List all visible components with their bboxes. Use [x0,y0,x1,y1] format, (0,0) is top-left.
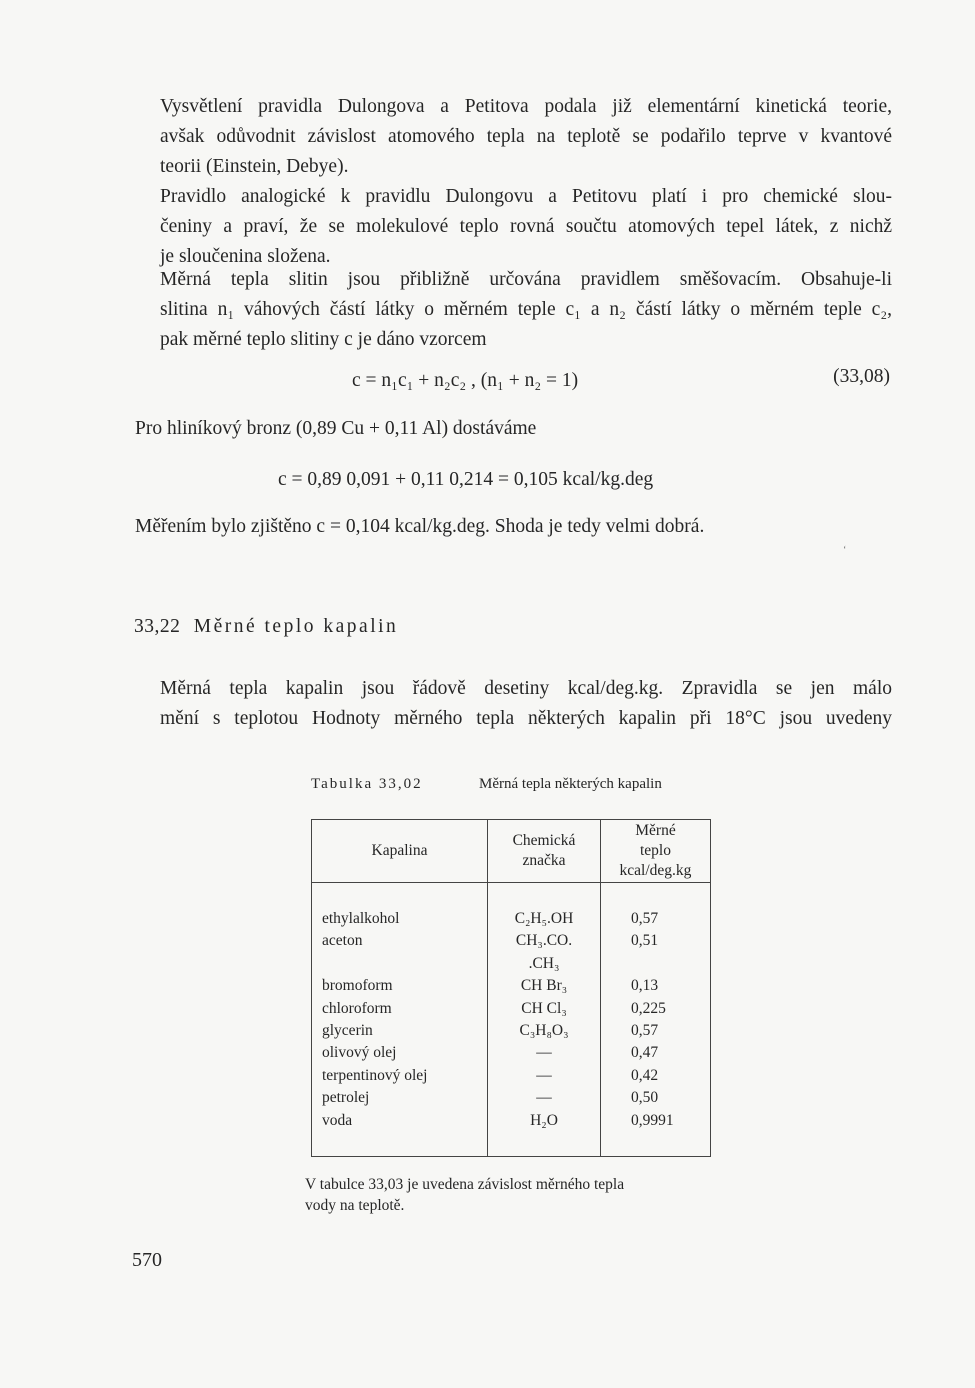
cell-liquid: petrolej [312,1087,488,1109]
cell-value: 0,9991 [601,1110,711,1157]
cell-liquid: olivový olej [312,1042,488,1064]
table-footnote [305,1174,725,1216]
cell-value: 0,42 [601,1065,711,1087]
cell-liquid [312,953,488,975]
cell-liquid: ethylalkohol [312,883,488,931]
paragraph-6 [160,674,892,734]
table-row [312,1042,711,1064]
paragraph-5: Měřením bylo zjištěno c = 0,104 kcal/kg.deg. Shoda je tedy velmi dobrá. [135,516,705,537]
paragraph-1 [160,92,892,182]
cell-value: 0,47 [601,1042,711,1064]
cell-value: 0,57 [601,883,711,931]
text-line: Pravidlo analogické k pravidlu Dulongovu a Petitovu platí i pro chemické slou- [160,186,892,207]
cell-formula: C₃H₈O₃ [488,1020,601,1042]
table-row [312,1110,711,1157]
cell-formula: — [488,1065,601,1087]
footnote-line: vody na teplotě. [305,1197,405,1214]
cell-formula: .CH₃ [488,953,601,975]
table-row [312,998,711,1020]
cell-value: 0,13 [601,975,711,997]
equation-33-08: c = n₁c₁ + n₂c₂ , (n₁ + n₂ = 1) [352,370,579,391]
table-row [312,975,711,997]
cell-value: 0,57 [601,1020,711,1042]
section-title: Měrné teplo kapalin [193,616,399,637]
table-row [312,1020,711,1042]
cell-value: 0,51 [601,930,711,952]
text-line: čeniny a praví, že se molekulové teplo rovná součtu atomových tepel látek, z nichž [160,216,892,237]
table-row [312,953,711,975]
cell-liquid: voda [312,1110,488,1157]
table-header-row [312,820,711,883]
header-liquid: Kapalina [312,820,488,883]
cell-value [601,953,711,975]
text-line: Měrná tepla slitin jsou přibližně určována pravidlem směšovacím. Obsahuje-li [160,269,892,290]
header-specific-heat: Měrné teplo kcal/deg.kg [601,820,711,883]
equation-number: (33,08) [833,366,890,387]
footnote-line: V tabulce 33,03 je uvedena závislost měrného tepla [305,1176,625,1193]
cell-formula: CH Cl₃ [488,998,601,1020]
cell-formula: H₂O [488,1110,601,1157]
print-speck: ‘ [843,545,847,556]
cell-liquid: chloroform [312,998,488,1020]
text-line: je sloučenina složena. [160,246,331,267]
cell-value: 0,225 [601,998,711,1020]
cell-formula: — [488,1042,601,1064]
cell-liquid: glycerin [312,1020,488,1042]
equation-bronze: c = 0,89 0,091 + 0,11 0,214 = 0,105 kcal/kg.deg [278,469,654,490]
cell-formula: C₂H₅.OH [488,883,601,931]
table-row [312,1087,711,1109]
cell-liquid: terpentinový olej [312,1065,488,1087]
text-line: mění s teplotou Hodnoty měrného tepla některých kapalin při 18°C jsou uvedeny [160,708,892,729]
text-line: avšak odůvodnit závislost atomového tepla na teplotě se podařilo teprve v kvantové [160,126,892,147]
cell-formula: — [488,1087,601,1109]
text-line: Měrná tepla kapalin jsou řádově desetiny kcal/deg.kg. Zpravidla se jen málo [160,678,892,699]
text-line: teorii (Einstein, Debye). [160,156,349,177]
text-line: pak měrné teplo slitiny c je dáno vzorcem [160,329,487,350]
table-row [312,1065,711,1087]
specific-heat-table [311,819,711,1157]
cell-formula: CH₃.CO. [488,930,601,952]
table-caption: Měrná tepla některých kapalin [479,776,662,792]
cell-formula: CH Br₃ [488,975,601,997]
paragraph-2 [160,182,892,272]
section-heading [134,616,398,638]
header-formula: Chemická značka [488,820,601,883]
table-row [312,883,711,931]
paragraph-4: Pro hliníkový bronz (0,89 Cu + 0,11 Al) dostáváme [135,418,537,439]
text-line: Vysvětlení pravidla Dulongova a Petitova podala již elementární kinetická teorie, [160,96,892,117]
section-number: 33,22 [134,616,181,637]
cell-value: 0,50 [601,1087,711,1109]
page-number: 570 [132,1249,162,1271]
cell-liquid: aceton [312,930,488,952]
text-line: slitina n₁ váhových částí látky o měrném teple c₁ a n₂ částí látky o měrném teple c₂, [160,299,892,320]
cell-liquid: bromoform [312,975,488,997]
paragraph-3 [160,265,892,355]
table-label: Tabulka 33,02 [311,776,423,792]
table-row [312,930,711,952]
